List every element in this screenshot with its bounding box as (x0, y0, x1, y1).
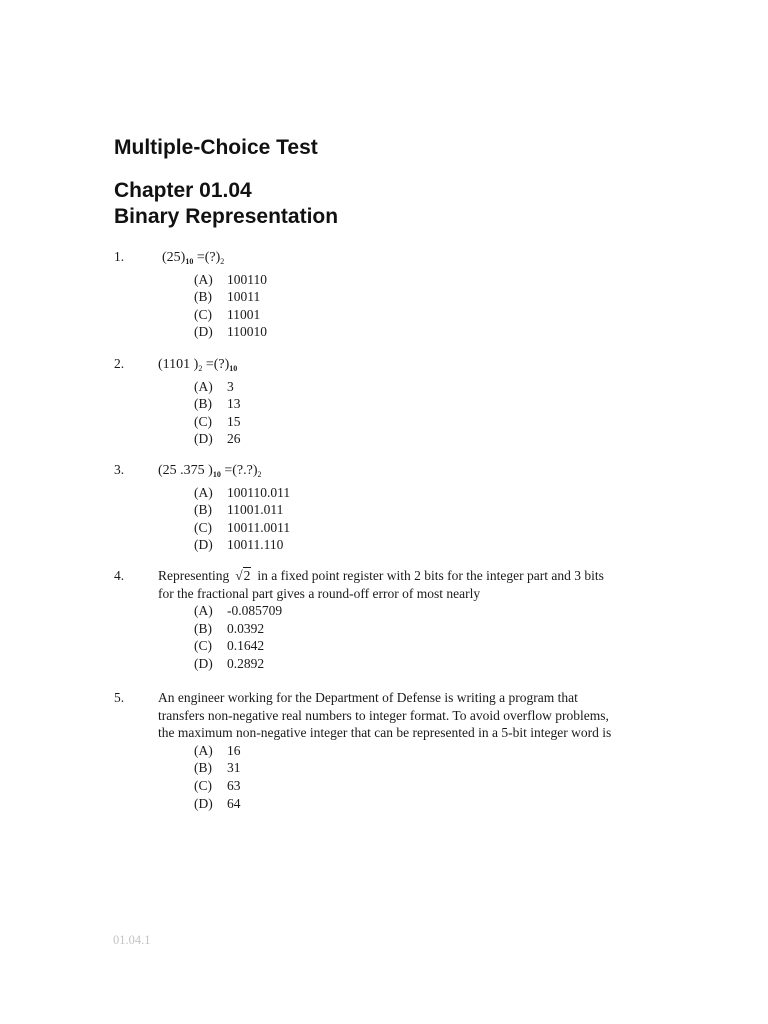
option-a[interactable]: (A) 100110.011 (194, 484, 291, 500)
option-b[interactable]: (B) 10011 (194, 289, 261, 305)
option-c[interactable]: (C) 0.1642 (194, 638, 265, 654)
question-stem (158, 461, 678, 484)
option-d[interactable]: (D) 26 (194, 431, 241, 447)
conversion-expression: (25 .375 )$_{10}$ $=(?.?)_2$ (158, 463, 262, 479)
answer-options (194, 742, 678, 812)
question-body (158, 567, 678, 673)
option-b[interactable]: (B) 0.0392 (194, 620, 265, 636)
question-stem (162, 248, 678, 271)
page-number: 01.04.1 (113, 933, 151, 947)
question-number: 5. (114, 690, 125, 705)
question-number: 2. (114, 356, 125, 371)
option-a[interactable]: (A) -0.085709 (194, 603, 283, 619)
option-a[interactable]: (A) 16 (194, 742, 241, 758)
option-a[interactable]: (A) 3 (194, 378, 234, 394)
option-d[interactable]: (D) 64 (194, 795, 241, 811)
option-c[interactable]: (C) 63 (194, 777, 241, 793)
conversion-expression: (1101 )$_2$ $=(?)_{10}$ (158, 357, 238, 373)
question-stem: Representing √2 in a fixed point register with 2 bits for the integer part and 3 bits (158, 568, 604, 583)
question-number: 4. (114, 568, 125, 583)
question-stem-line-2: for the fractional part gives a round-off error of most nearly (158, 585, 481, 601)
option-c[interactable]: (C) 10011.0011 (194, 519, 291, 535)
question-stem (158, 355, 678, 378)
option-c[interactable]: (C) 11001 (194, 306, 261, 322)
answer-options (194, 484, 678, 554)
answer-options (194, 602, 678, 672)
question-body (158, 689, 678, 812)
option-d[interactable]: (D) 10011.110 (194, 537, 284, 553)
question-stem-line-2: transfers non-negative real numbers to integer format. To avoid overflow problems, (158, 707, 609, 723)
question-number: 3. (114, 462, 125, 477)
chapter-subtitle: Binary Representation (114, 205, 339, 228)
question-stem-line-3: the maximum non-negative integer that can be represented in a 5-bit integer word is (158, 725, 612, 741)
test-title: Multiple-Choice Test (114, 136, 318, 159)
option-d[interactable]: (D) 0.2892 (194, 655, 265, 671)
option-d[interactable]: (D) 110010 (194, 324, 267, 340)
conversion-expression: $(25)_{10}$ $=(?)_2$ (162, 250, 225, 266)
option-b[interactable]: (B) 13 (194, 396, 241, 412)
option-c[interactable]: (C) 15 (194, 413, 241, 429)
question-stem-line-1: An engineer working for the Department of Defense is writing a program that (158, 690, 578, 705)
answer-options (194, 271, 678, 341)
square-root-expression: √2 (235, 568, 251, 583)
question-body (158, 355, 678, 448)
option-b[interactable]: (B) 31 (194, 760, 241, 776)
answer-options (194, 378, 678, 448)
question-body (158, 248, 678, 341)
chapter-number: Chapter 01.04 (114, 179, 252, 202)
question-number: 1. (114, 249, 125, 264)
option-b[interactable]: (B) 11001.011 (194, 502, 284, 518)
option-a[interactable]: (A) 100110 (194, 271, 267, 287)
question-body (158, 461, 678, 554)
